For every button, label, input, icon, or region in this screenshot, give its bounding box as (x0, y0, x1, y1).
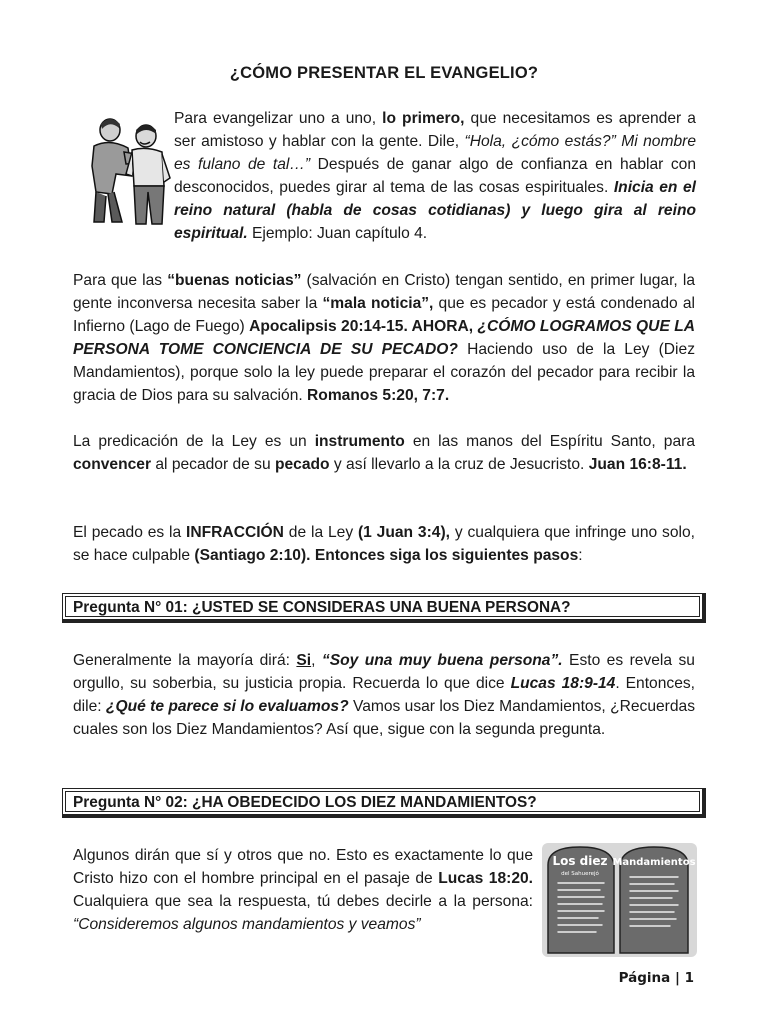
page-number: Página | 1 (618, 970, 694, 986)
question-2-label: Pregunta N° 02: ¿HA OBEDECIDO LOS DIEZ MANDAMIENTOS? (73, 794, 537, 811)
two-men-talking-illustration (76, 112, 176, 230)
paragraph-sin-infraction: El pecado es la INFRACCIÓN de la Ley (1 Juan 3:4), y cualquiera que infringe uno solo, se hace culpable (Santiago 2:10). Entonces siga los siguientes pasos: (73, 524, 695, 564)
ten-commandments-tablets-image (542, 843, 697, 957)
question-1-box (62, 593, 706, 623)
tablet-left-subtitle: del Sahuerejó (561, 871, 599, 877)
paragraph-law-preaching: La predicación de la Ley es un instrumento en las manos del Espíritu Santo, para convencer al pecador de su pecado y así llevarlo a la cruz de Jesucristo. Juan 16:8-11. (73, 433, 695, 473)
tablet-left-title: Los diez (552, 854, 608, 868)
paragraph-good-person: Generalmente la mayoría dirá: Si, “Soy una muy buena persona”. Esto es revela su orgullo, su soberbia, su justicia propia. Recuerda lo que dice Lucas 18:9-14. Entonces, dile: ¿Qué te parece si lo evaluamos? Vamos usar los Diez Mandamientos, ¿Recuerdas cuales son los Diez Mandamientos? Así que, sigue con la segunda pregunta. (73, 652, 696, 738)
question-2-box (62, 788, 706, 818)
page-title: ¿CÓMO PRESENTAR EL EVANGELIO? (229, 64, 539, 82)
intro-paragraph: Para evangelizar uno a uno, lo primero, que necesitamos es aprender a ser amistoso y hablar con la gente. Dile, “Hola, ¿cómo estás?” Mi nombre es fulano de tal…” Después de ganar algo de confianza en hablar con desconocidos, puedes girar al tema de las cosas espirituales. Inicia en el reino natural (habla de cosas cotidianas) y luego gira al reino espiritual. Ejemplo: Juan capítulo 4. (174, 110, 696, 242)
question-1-label: Pregunta N° 01: ¿USTED SE CONSIDERAS UNA BUENA PERSONA? (73, 599, 571, 616)
tablet-right-title: Mandamientos (612, 857, 696, 868)
paragraph-commandments: Algunos dirán que sí y otros que no. Esto es exactamente lo que Cristo hizo con el hombre principal en el pasaje de Lucas 18:20. Cualquiera que sea la respuesta, tú debes decirle a la persona: “Consideremos algunos mandamientos y veamos” (73, 847, 533, 933)
paragraph-good-news: Para que las “buenas noticias” (salvación en Cristo) tengan sentido, en primer lugar, la gente inconversa necesita saber la “mala noticia”, que es pecador y está condenado al Infierno (Lago de Fuego) Apocalipsis 20:14-15. AHORA, ¿CÓMO LOGRAMOS QUE LA PERSONA TOME CONCIENCIA DE SU PECADO? Haciendo uso de la Ley (Diez Mandamientos), porque solo la ley puede preparar el corazón del pecador para recibir la gracia de Dios para su salvación. Romanos 5:20, 7:7. (73, 272, 696, 404)
